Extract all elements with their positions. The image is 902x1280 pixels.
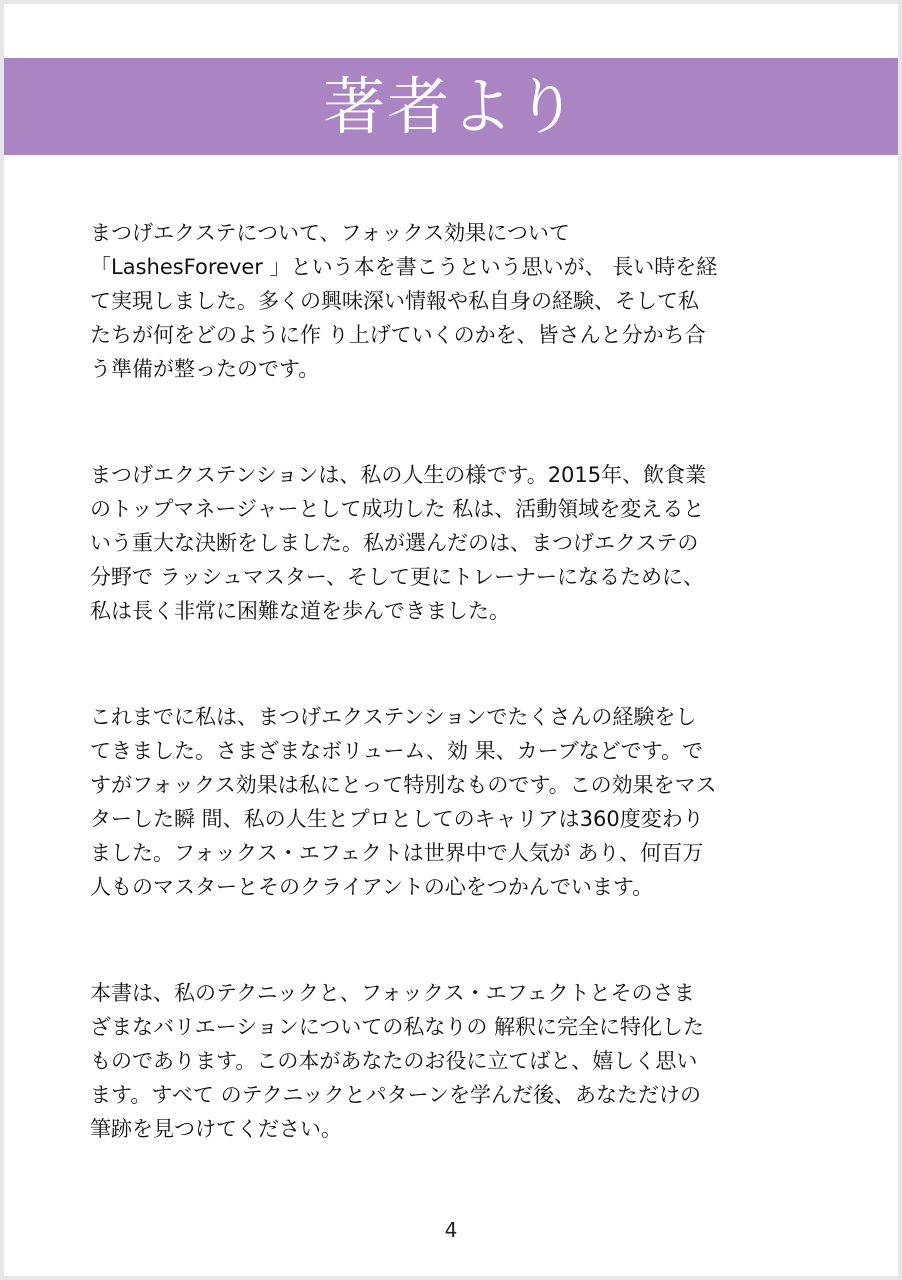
page-number: 4 [444, 1218, 458, 1242]
text-line: ます。すべて のテクニックとパターンを学んだ後、あなただけの [90, 1083, 702, 1107]
text-line: たちが何をどのように作 り上げていくのかを、皆さんと分かち合 [90, 323, 706, 347]
paragraph-3 [90, 700, 790, 904]
text-line: これまでに私は、まつげエクステンションでたくさんの経験をし [90, 705, 697, 729]
text-line: 「LashesForever 」という本を書こうという思いが、 長い時を経 [90, 255, 718, 279]
paragraph-1 [90, 216, 790, 386]
text-line: 本書は、私のテクニックと、フォックス・エフェクトとそのさま [90, 981, 695, 1005]
text-line: て実現しました。多くの興味深い情報や私自身の経験、そして私 [90, 289, 699, 313]
text-line: ターした瞬 間、私の人生とプロとしてのキャリアは360度変わり [90, 807, 704, 831]
text-line: 筆跡を見つけてください。 [90, 1117, 342, 1141]
document-page [4, 4, 898, 1276]
text-line: う準備が整ったのです。 [90, 357, 320, 381]
paragraph-2 [90, 458, 790, 628]
page-title: 著者より [322, 69, 579, 143]
text-line: まつげエクステについて、フォックス効果について [90, 221, 570, 245]
body-text [90, 216, 790, 1146]
text-line: 分野で ラッシュマスター、そして更にトレーナーになるために、 [90, 565, 704, 589]
text-line: ものであります。この本があなたのお役に立てばと、嬉しく思い [90, 1049, 698, 1073]
text-line: すがフォックス効果は私にとって特別なものです。この効果をマス [90, 773, 717, 797]
paragraph-4 [90, 976, 790, 1146]
text-line: 人ものマスターとそのクライアントの心をつかんでいます。 [90, 875, 654, 899]
text-line: ざまなバリエーションについての私なりの 解釈に完全に特化した [90, 1015, 704, 1039]
text-line: ました。フォックス・エフェクトは世界中で人気が あり、何百万 [90, 841, 704, 865]
text-line: いう重大な決断をしました。私が選んだのは、まつげエクステの [90, 531, 699, 555]
text-line: 私は長く非常に困難な道を歩んできました。 [90, 599, 510, 623]
title-band [4, 58, 898, 155]
text-line: てきました。さまざまなボリューム、効 果、カーブなどです。で [90, 739, 703, 763]
text-line: まつげエクステンションは、私の人生の様です。2015年、飲食業 [90, 463, 707, 487]
text-line: のトップマネージャーとして成功した 私は、活動領域を変えると [90, 497, 705, 521]
